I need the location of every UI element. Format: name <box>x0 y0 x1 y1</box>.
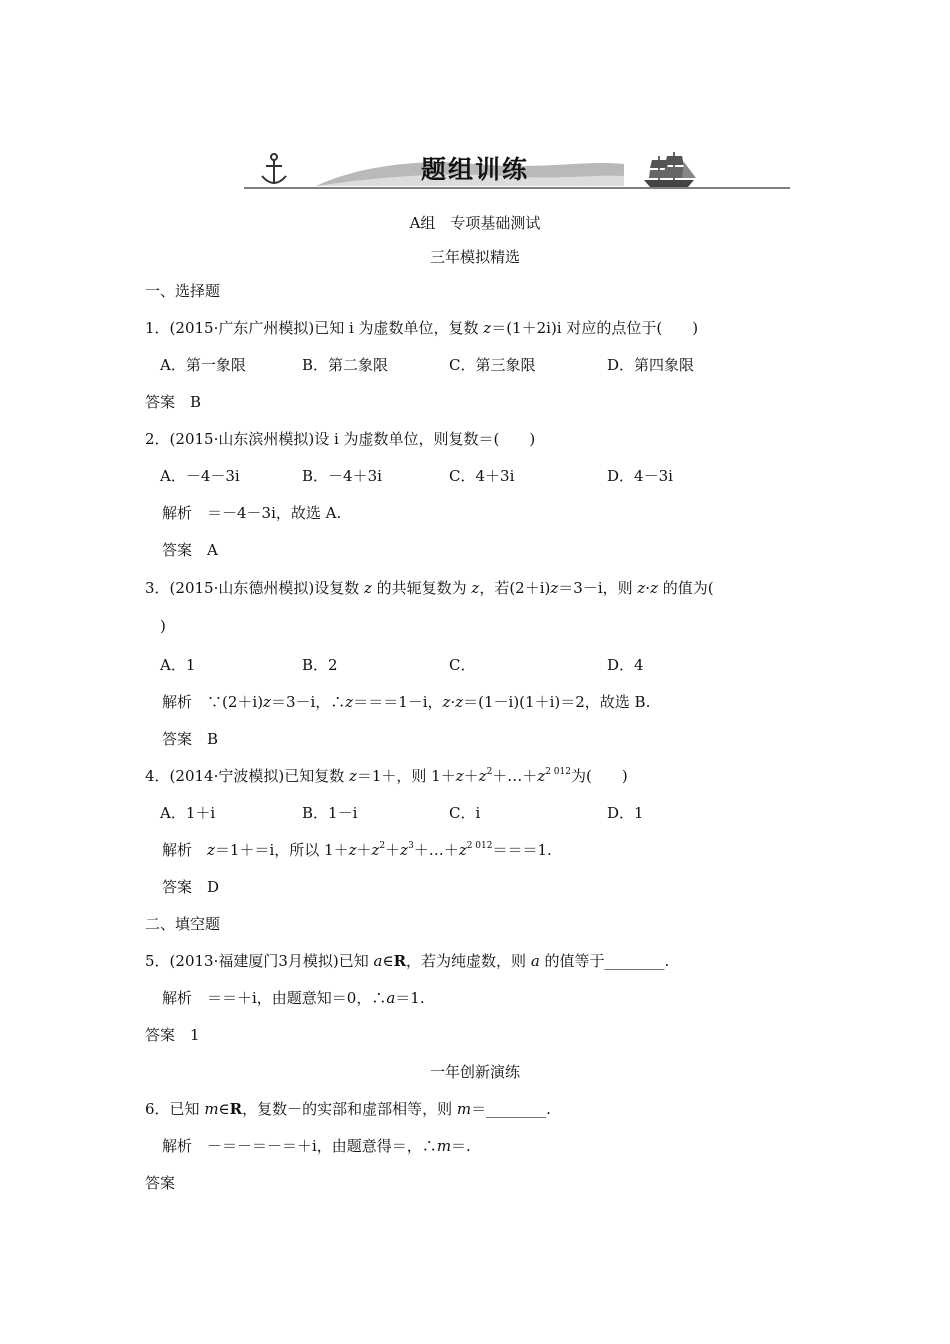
q1-option-d: D．第四象限 <box>607 356 695 374</box>
group-title: A组 专项基础测试 <box>409 214 541 232</box>
section-title-1: 三年模拟精选 <box>429 248 520 266</box>
question-6: 6．已知 m∈R，复数－的实部和虚部相等，则 m＝________. <box>145 1100 551 1118</box>
q6-answer: 答案 <box>145 1174 176 1192</box>
q2-option-b: B．－4＋3i <box>302 467 382 485</box>
question-5: 5．(2013·福建厦门3月模拟)已知 a∈R，若为纯虚数，则 a 的值等于________. <box>145 952 670 970</box>
q4-option-c: C．i <box>449 804 481 822</box>
q4-answer: 答案 D <box>162 878 220 896</box>
q3-option-a: A．1 <box>160 656 196 674</box>
q5-answer: 答案 1 <box>145 1026 200 1044</box>
q2-analysis: 解析 ＝－4－3i，故选 A. <box>162 504 342 522</box>
question-4: 4．(2014·宁波模拟)已知复数 z＝1＋，则 $1+z+z^2+\dots+z^{2 012}$为( ) <box>145 767 628 785</box>
q4-option-b: B．1－i <box>302 804 358 822</box>
q1-answer: 答案 B <box>145 393 202 411</box>
sailing-ship-icon <box>644 152 696 187</box>
q2-option-d: D．4－3i <box>607 467 673 485</box>
q4-option-a: A．1＋i <box>160 804 216 822</box>
question-2: 2．(2015·山东滨州模拟)设 i 为虚数单位，则复数＝( ) <box>145 430 536 448</box>
question-3: 3．(2015·山东德州模拟)设复数 z 的共轭复数为 z，若(2＋i)z＝3－i，则 z·z 的值为( <box>145 579 714 597</box>
q3-option-c: C． <box>449 656 476 674</box>
q3-answer: 答案 B <box>162 730 219 748</box>
q5-analysis: 解析 ＝＝＋i，由题意知＝0，∴a＝1. <box>162 989 425 1007</box>
part-heading-1: 一、选择题 <box>145 282 221 300</box>
q3-option-b: B．2 <box>302 656 338 674</box>
q1-option-c: C．第三象限 <box>449 356 536 374</box>
part-heading-2: 二、填空题 <box>145 915 221 933</box>
q3-option-d: D．4 <box>607 656 644 674</box>
question-1: 1．(2015·广东广州模拟)已知 i 为虚数单位，复数 z＝(1＋2i)i 对应的点位于( ) <box>145 319 699 337</box>
q1-option-a: A．第一象限 <box>160 356 246 374</box>
q1-option-b: B．第二象限 <box>302 356 389 374</box>
question-3-cont: ) <box>160 617 166 635</box>
q3-analysis: 解析 ∵(2＋i)z＝3－i，∴z＝＝＝1－i，z·z＝(1－i)(1＋i)＝2，故选 B. <box>162 693 651 711</box>
q2-option-a: A．－4－3i <box>160 467 240 485</box>
q2-answer: 答案 A <box>162 541 218 559</box>
section-title-2: 一年创新演练 <box>429 1063 520 1081</box>
q2-option-c: C．4＋3i <box>449 467 515 485</box>
anchor-icon <box>262 154 286 184</box>
q4-analysis: 解析 z＝1＋＝i，所以 $1+z+z^2+z^3+\dots+z^{2 012}===1$. <box>162 841 552 859</box>
banner-title: 题组训练 <box>420 155 529 184</box>
q6-analysis: 解析 －＝－＝－＝＋i，由题意得＝，∴m＝. <box>162 1137 471 1155</box>
q4-option-d: D．1 <box>607 804 644 822</box>
